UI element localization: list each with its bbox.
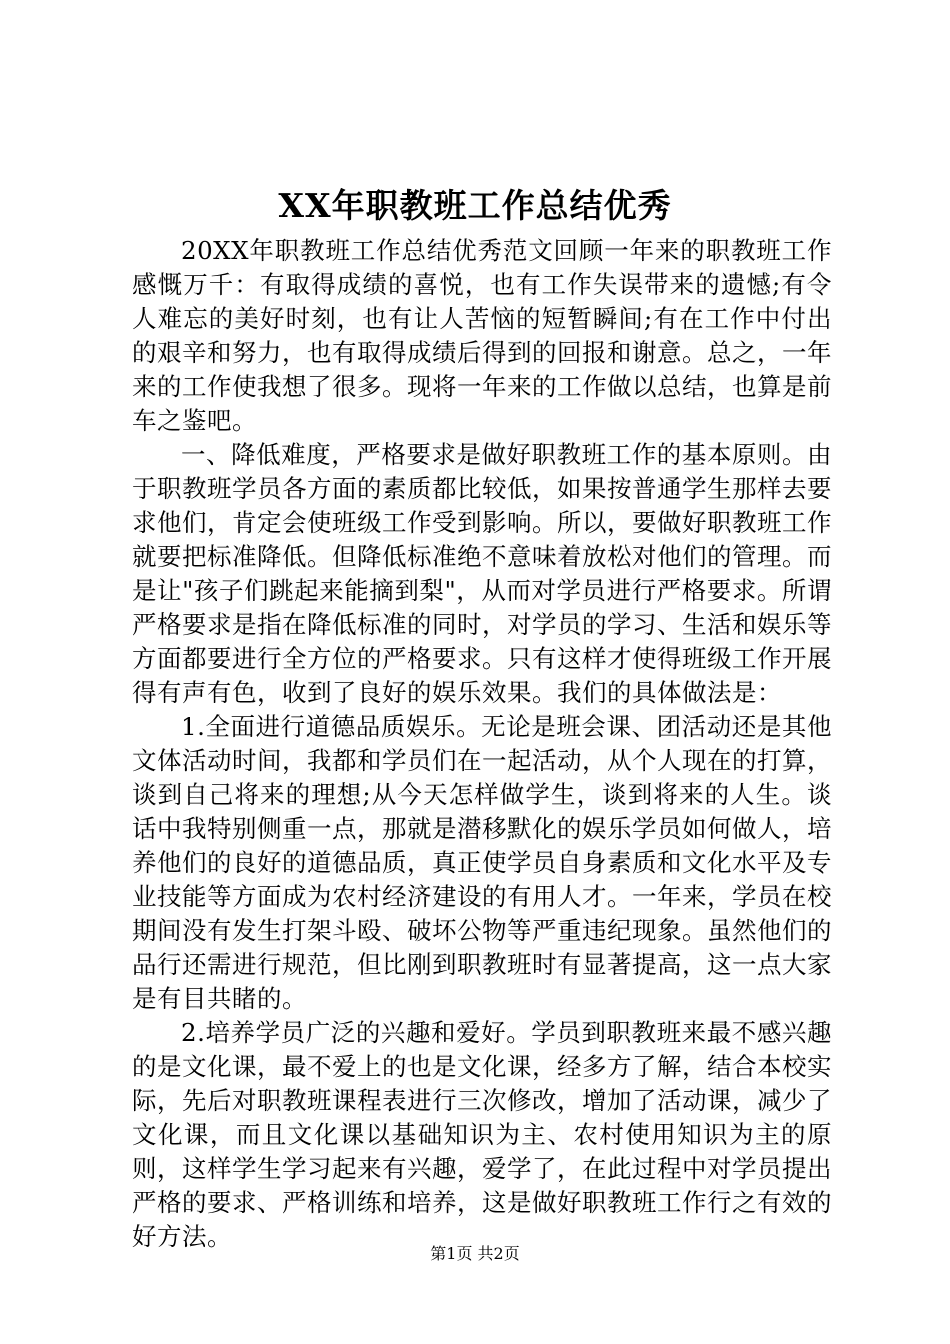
paragraph-interests: 2.培养学员广泛的兴趣和爱好。学员到职教班来最不感兴趣的是文化课，最不爱上的也是文化课，经多方了解，结合本校实际，先后对职教班课程表进行三次修改，增加了活动课，减少了文化课，而且文化课以基础知识为主、农村使用知识为主的原则，这样学生学习起来有兴趣，爱学了，在此过程中对学员提出严格的要求、严格训练和培养，这是做好职教班工作行之有效的好方法。 [132, 1018, 832, 1251]
paragraph-intro: 20XX年职教班工作总结优秀范文回顾一年来的职教班工作感慨万千：有取得成绩的喜悦，也有工作失误带来的遗憾;有令人难忘的美好时刻，也有让人苦恼的短暂瞬间;有在工作中付出的艰辛和努力，也有取得成绩后得到的回报和谢意。总之，一年来的工作使我想了很多。现将一年来的工作做以总结，也算是前车之鉴吧。 [132, 236, 832, 435]
document-body [132, 234, 832, 1254]
paragraph-principle: 一、降低难度，严格要求是做好职教班工作的基本原则。由于职教班学员各方面的素质都比较低，如果按普通学生那样去要求他们，肯定会使班级工作受到影响。所以，要做好职教班工作就要把标准降低。但降低标准绝不意味着放松对他们的管理。而是让"孩子们跳起来能摘到梨"，从而对学员进行严格要求。所谓严格要求是指在降低标准的同时，对学员的学习、生活和娱乐等方面都要进行全方位的严格要求。只有这样才使得班级工作开展得有声有色，收到了良好的娱乐效果。我们的具体做法是： [132, 440, 832, 707]
page-footer: 第1页 共2页 [430, 1244, 520, 1263]
paragraph-moral-education: 1.全面进行道德品质娱乐。无论是班会课、团活动还是其他文体活动时间，我都和学员们在一起活动，从个人现在的打算，谈到自己将来的理想;从今天怎样做学生，谈到将来的人生。谈话中我特别侧重一点，那就是潜移默化的娱乐学员如何做人，培养他们的良好的道德品质，真正使学员自身素质和文化水平及专业技能等方面成为农村经济建设的有用人才。一年来，学员在校期间没有发生打架斗殴、破坏公物等严重违纪现象。虽然他们的品行还需进行规范，但比刚到职教班时有显著提高，这一点大家是有目共睹的。 [132, 712, 832, 1013]
document-title: XX年职教班工作总结优秀 [278, 186, 672, 225]
